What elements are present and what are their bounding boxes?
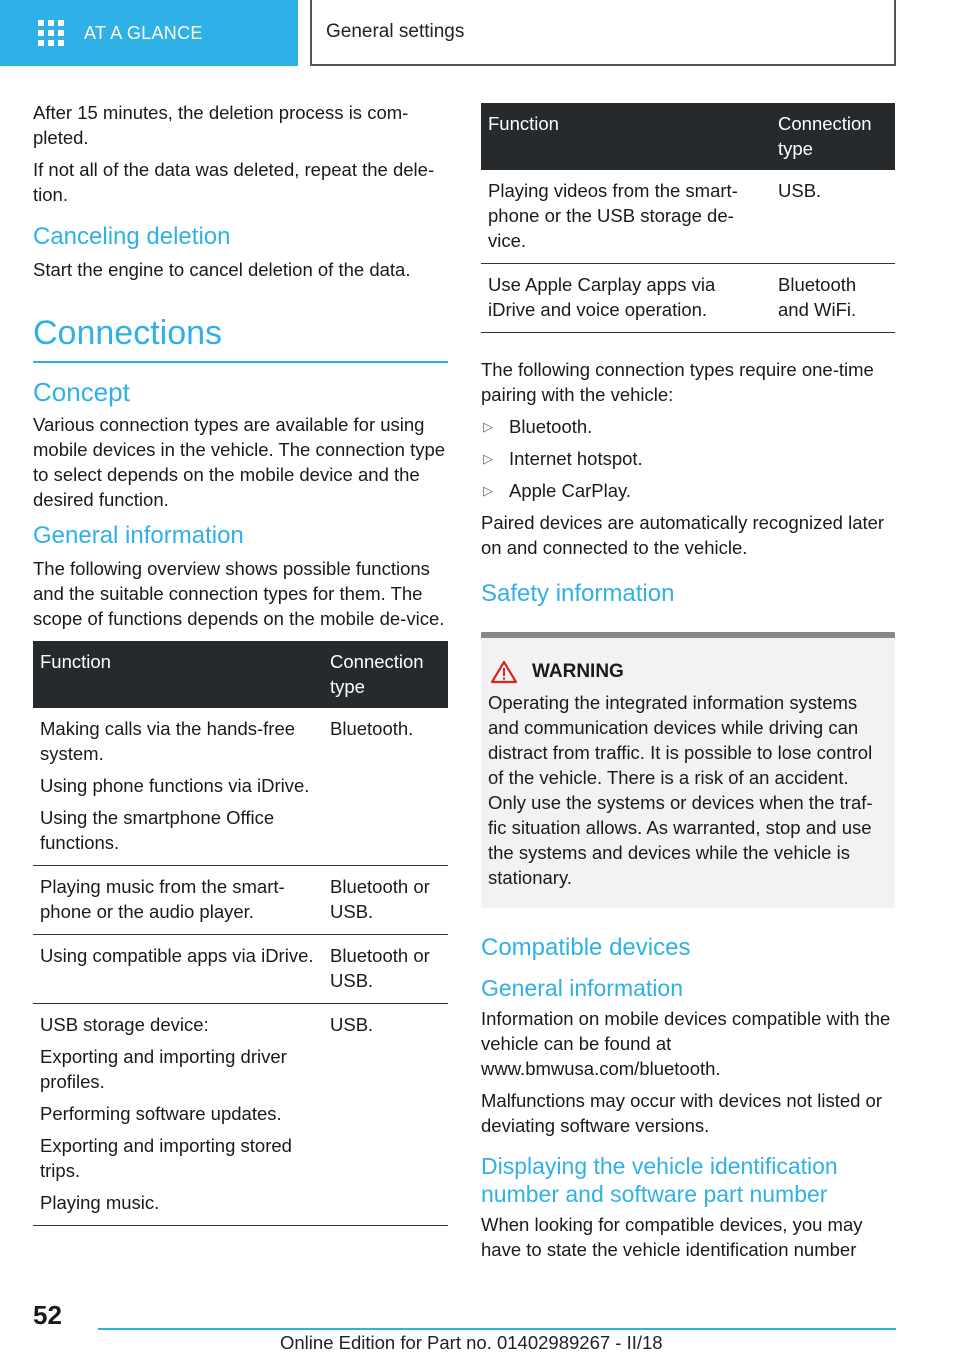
canceling-deletion-heading: Canceling deletion: [33, 223, 231, 250]
warning-header: [488, 660, 887, 684]
function-cell: [33, 708, 323, 866]
connection-type-cell: Bluetooth and WiFi.: [771, 264, 895, 333]
table-row: [33, 866, 448, 935]
list-item: [481, 478, 895, 503]
list-item-text: Apple CarPlay.: [509, 480, 632, 501]
compat-general-information-heading: General information: [481, 975, 683, 1001]
connection-types-table: [33, 641, 448, 1226]
table-header-function: Function: [481, 103, 771, 170]
function-cell: [33, 866, 323, 935]
function-item: Exporting and importing driver profiles.: [40, 1046, 287, 1092]
function-item: Exporting and importing stored trips.: [40, 1135, 292, 1181]
list-item: [481, 414, 895, 439]
deletion-complete-text: After 15 minutes, the deletion process is com-pleted.: [33, 102, 409, 148]
pairing-list: [481, 414, 895, 503]
left-column: [33, 100, 448, 1226]
function-item: USB storage device:: [40, 1014, 209, 1035]
connection-type-cell: USB.: [323, 1004, 448, 1226]
connection-type-cell: Bluetooth.: [323, 708, 448, 866]
general-information-text: The following overview shows possible functions and the suitable connection types for them. The scope of functions depends on the mobile de-vice.: [33, 558, 445, 629]
function-item: Playing music from the smart-phone or the audio player.: [40, 876, 285, 922]
list-item: [481, 446, 895, 471]
table-header-row: [481, 103, 895, 170]
paired-devices-text: Paired devices are automatically recognized later on and connected to the vehicle.: [481, 512, 885, 558]
connection-types-table-continued: [481, 103, 895, 333]
function-item: Playing music.: [40, 1192, 160, 1213]
list-item-text: Bluetooth.: [509, 416, 593, 437]
table-row: [481, 170, 895, 264]
vin-text: When looking for compatible devices, you may have to state the vehicle identification number: [481, 1214, 863, 1260]
warning-text: Operating the integrated information systems and communication devices while driving can distract from traffic. It is possible to lose control of the vehicle. There is a risk of an accident. Only use the systems or devices when the traf-fic situation allows. As warranted, stop and use the systems and devices while the vehicle is stationary.: [488, 692, 873, 888]
repeat-deletion-text: If not all of the data was deleted, repeat the dele-tion.: [33, 159, 435, 205]
grid-menu-icon: [38, 20, 64, 46]
pairing-intro-text: The following connection types require one-time pairing with the vehicle:: [481, 359, 874, 405]
triangle-bullet-icon: ▷: [483, 451, 493, 466]
table-row: [33, 708, 448, 866]
edition-footer-text: Online Edition for Part no. 01402989267 - II/18: [280, 1332, 663, 1353]
concept-text: Various connection types are available for using mobile devices in the vehicle. The connection type to select depends on the mobile device and the desired function.: [33, 414, 446, 510]
concept-heading: Concept: [33, 377, 130, 407]
table-row: [33, 1004, 448, 1226]
function-item: Using compatible apps via iDrive.: [40, 945, 314, 966]
canceling-deletion-text: Start the engine to cancel deletion of the data.: [33, 259, 411, 280]
function-cell: Use Apple Carplay apps via iDrive and voice operation.: [481, 264, 771, 333]
list-item-text: Internet hotspot.: [509, 448, 643, 469]
function-item: Making calls via the hands-free system.: [40, 718, 296, 764]
warning-title: WARNING: [532, 661, 624, 682]
connection-type-cell: Bluetooth or USB.: [323, 866, 448, 935]
function-item: Using phone functions via iDrive.: [40, 775, 310, 796]
page-header: [0, 0, 960, 66]
chapter-title: General settings: [310, 0, 896, 66]
triangle-bullet-icon: ▷: [483, 419, 493, 434]
table-row: [33, 935, 448, 1004]
connection-type-cell: USB.: [771, 170, 895, 264]
table-header-connection-type: Connection type: [771, 103, 895, 170]
vin-heading: Displaying the vehicle identification number and software part number: [481, 1153, 838, 1207]
section-tab[interactable]: [0, 0, 298, 66]
function-item: Using the smartphone Office functions.: [40, 807, 275, 853]
function-cell: [33, 935, 323, 1004]
function-cell: [33, 1004, 323, 1226]
safety-information-heading: Safety information: [481, 580, 675, 607]
section-label: AT A GLANCE: [84, 22, 203, 43]
function-item: Performing software updates.: [40, 1103, 282, 1124]
page-number: 52: [33, 1300, 62, 1330]
warning-triangle-icon: [490, 660, 518, 684]
footer-divider: [98, 1328, 896, 1330]
table-row: [481, 264, 895, 333]
connection-type-cell: Bluetooth or USB.: [323, 935, 448, 1004]
table-header-function: Function: [33, 641, 323, 708]
function-cell: Playing videos from the smart-phone or the USB storage de-vice.: [481, 170, 771, 264]
compatible-devices-heading: Compatible devices: [481, 934, 691, 961]
compat-general-information-text: Information on mobile devices compatible with the vehicle can be found at www.bmwusa.com/bluetooth.: [481, 1008, 891, 1079]
warning-box: [481, 632, 895, 908]
malfunctions-text: Malfunctions may occur with devices not listed or deviating software versions.: [481, 1090, 883, 1136]
table-header-row: [33, 641, 448, 708]
right-column: [481, 103, 895, 1269]
table-header-connection-type: Connection type: [323, 641, 448, 708]
triangle-bullet-icon: ▷: [483, 483, 493, 498]
connections-heading: Connections: [33, 300, 448, 363]
general-information-heading: General information: [33, 522, 244, 549]
